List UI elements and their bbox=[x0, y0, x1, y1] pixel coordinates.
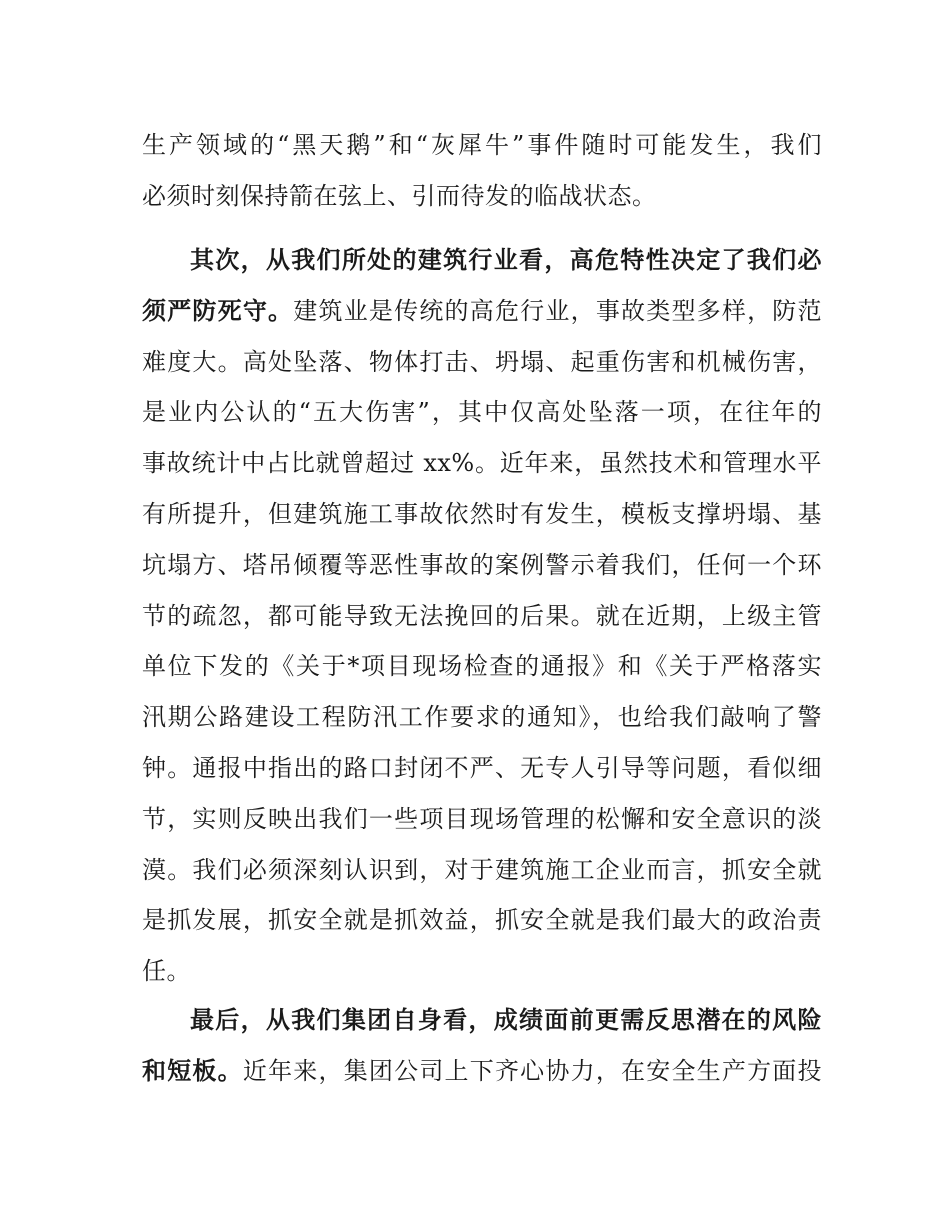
text-line: 生产领域的“黑天鹅”和“灰犀牛”事件随时可能发生，我们 bbox=[142, 131, 822, 159]
text-line: 单位下发的《关于*项目现场检查的通报》和《关于严格落实 bbox=[142, 652, 822, 681]
text-line bbox=[142, 286, 822, 337]
text-continuation: 建筑业是传统的高危行业，事故类型多样，防范 bbox=[293, 296, 823, 325]
text-line: 是抓发展，抓安全就是抓效益，抓安全就是我们最大的政治责 bbox=[142, 906, 822, 935]
bold-heading-line: 其次，从我们所处的建筑行业看，高危特性决定了我们必 bbox=[190, 245, 822, 274]
text-line: 有所提升，但建筑施工事故依然时有发生，模板支撑坍塌、基 bbox=[142, 499, 822, 528]
paragraph-2 bbox=[142, 235, 822, 997]
text-line: 是业内公认的“五大伤害”，其中仅高处坠落一项，在往年的 bbox=[142, 398, 822, 427]
text-line bbox=[142, 1046, 822, 1097]
text-line: 必须时刻保持箭在弦上、引而待发的临战状态。 bbox=[142, 181, 657, 210]
text-line: 难度大。高处坠落、物体打击、坍塌、起重伤害和机械伤害， bbox=[142, 347, 822, 376]
text-line: 节的疏忽，都可能导致无法挽回的后果。就在近期，上级主管 bbox=[142, 601, 822, 630]
text-line: 任。 bbox=[142, 957, 191, 986]
text-line: 节，实则反映出我们一些项目现场管理的松懈和安全意识的淡 bbox=[142, 804, 822, 833]
text-line: 事故统计中占比就曾超过 xx%。近年来，虽然技术和管理水平 bbox=[142, 449, 822, 478]
paragraph-3 bbox=[142, 995, 822, 1097]
text-line: 钟。通报中指出的路口封闭不严、无专人引导等问题，看似细 bbox=[142, 753, 822, 782]
bold-heading-line: 最后，从我们集团自身看，成绩面前更需反思潜在的风险 bbox=[190, 1005, 822, 1034]
text-line: 坑塌方、塔吊倾覆等恶性事故的案例警示着我们，任何一个环 bbox=[142, 550, 822, 579]
bold-heading-end: 须严防死守。 bbox=[142, 295, 294, 325]
text-continuation: 近年来，集团公司上下齐心协力，在安全生产方面投 bbox=[242, 1056, 823, 1085]
text-line: 汛期公路建设工程防汛工作要求的通知》，也给我们敲响了警 bbox=[142, 703, 822, 732]
bold-heading-end: 和短板。 bbox=[142, 1055, 243, 1085]
text-line: 漠。我们必须深刻认识到，对于建筑施工企业而言，抓安全就 bbox=[142, 855, 822, 884]
paragraph-1 bbox=[142, 120, 822, 222]
